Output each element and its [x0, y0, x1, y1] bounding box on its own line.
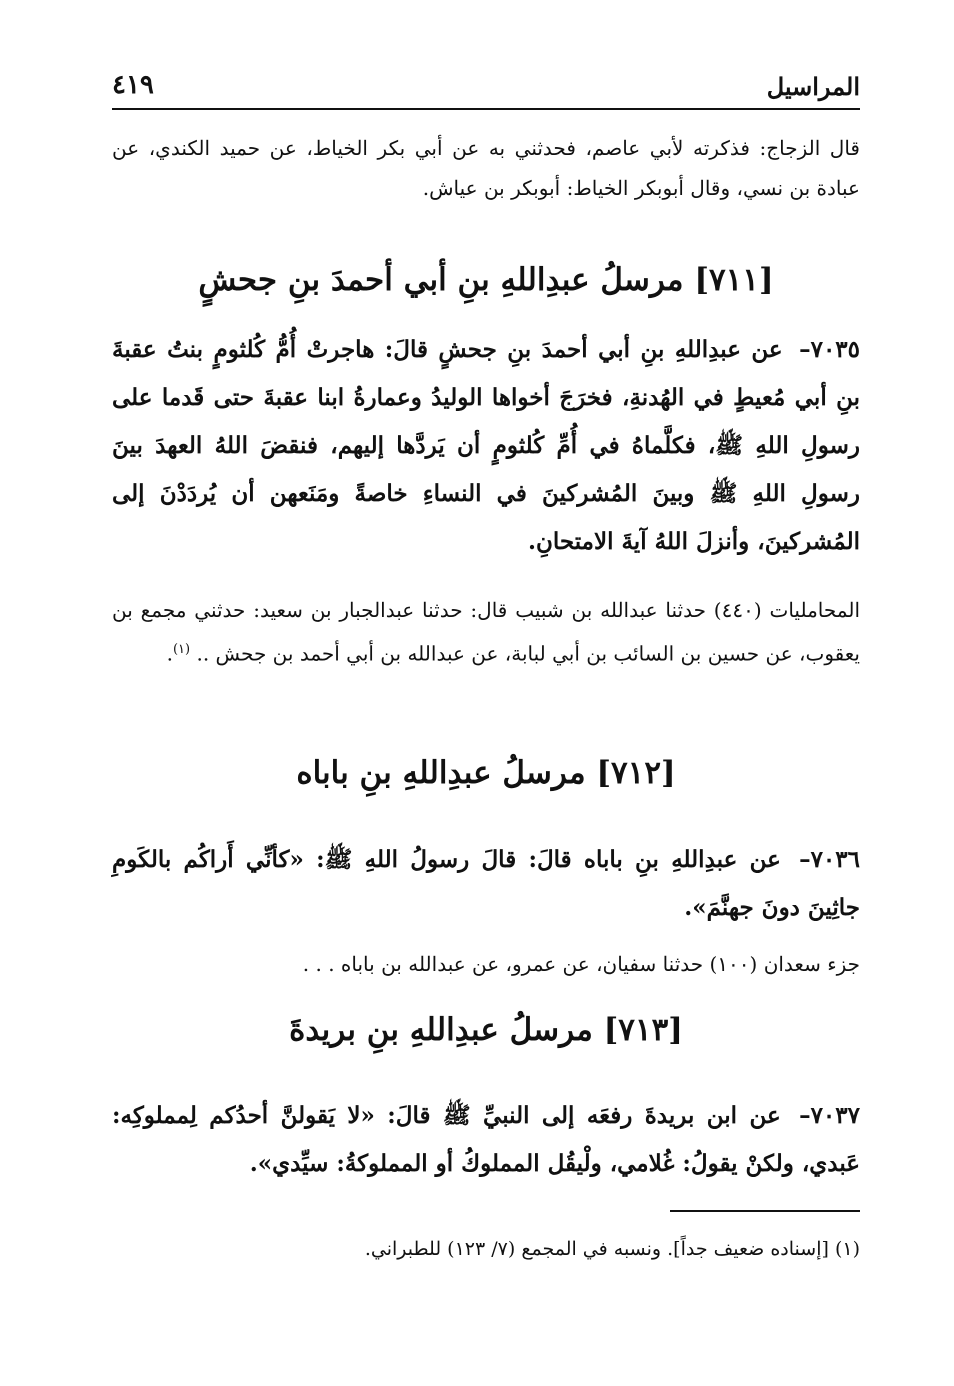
hadith-number: ٧٠٣٧– — [799, 1102, 860, 1129]
hadith-7035 — [112, 326, 860, 566]
running-title: المراسيل — [766, 72, 860, 101]
hadith-7036 — [112, 836, 860, 932]
footnote: (١) [إسناده ضعيف جداً]. ونسبه في المجمع (٧/ ١٢٣) للطبراني. — [364, 1238, 860, 1260]
footnote-reference[interactable]: (١) — [172, 642, 191, 657]
footnote-divider — [670, 1210, 860, 1212]
page-number: ٤١٩ — [112, 70, 154, 100]
source-paragraph-7036: جزء سعدان (١٠٠) حدثنا سفيان، عن عمرو، عن عبدالله بن باباه . . . — [302, 952, 860, 976]
intro-source-paragraph: قال الزجاج: فذكرته لأبي عاصم، فحدثني به عن أبي بكر الخياط، عن حميد الكندي، عن عبادة بن نسي، وقال أبوبكر الخياط: أبوبكر بن عياش. — [112, 136, 860, 200]
section-heading-712: [٧١٢] مرسلُ عبدِاللهِ بنِ باباه — [296, 755, 676, 791]
hadith-number: ٧٠٣٦– — [799, 846, 860, 873]
page-header — [112, 68, 860, 110]
hadith-text: عن عبدِاللهِ بنِ أبي أحمدَ بنِ جحشٍ قالَ: هاجرتْ أُمُّ كُلثومٍ بنتُ عقبةَ بنِ أبي مُعيطٍ في الهُدنةِ، فخرَجَ أخواها الوليدُ وعمارةُ ابنا عقبةَ حتى قَدما على رسولِ اللهِ ﷺ، فكلَّماهُ في أُمِّ كُلثومٍ أن يَردَّها إليهم، فنقضَ اللهُ العهدَ بينَ رسولِ اللهِ ﷺ وبينَ المُشركينَ في النساءِ خاصةً ومَنَعهن أن يُردَدْنَ إلى المُشركينَ، وأنزلَ اللهُ آيةَ الامتحانِ. — [112, 336, 860, 555]
section-heading-713: [٧١٣] مرسلُ عبدِاللهِ بنِ بريدةَ — [289, 1012, 683, 1048]
hadith-7037 — [112, 1092, 860, 1188]
source-text: المحامليات (٤٤٠) حدثنا عبدالله بن شبيب قال: حدثنا عبدالجبار بن سعيد: حدثني مجمع بن يعقوب، عن حسين بن السائب بن أبي لبابة، عن عبدالله بن أبي أحمد بن جحش .. — [112, 598, 861, 666]
hadith-text: عن عبدِاللهِ بنِ باباه قالَ: قالَ رسولُ اللهِ ﷺ: «كأنِّي أَراكُم بالكَومِ جاثِينَ دونَ جهنَّمَ». — [112, 846, 860, 921]
hadith-number: ٧٠٣٥– — [799, 336, 861, 363]
hadith-text: عن ابن بريدةَ رفعَه إلى النبيِّ ﷺ قالَ: «لا يَقولنَّ أحدُكم لِمملوكِه: عَبدي، ولكنْ يقولُ: غُلامي، ولْيقُل المملوكُ أو المملوكةُ: سيِّدي». — [112, 1102, 860, 1177]
section-heading-711: [٧١١] مرسلُ عبدِاللهِ بنِ أبي أحمدَ بنِ جحشٍ — [198, 262, 774, 298]
source-paragraph-7035: المحامليات (٤٤٠) حدثنا عبدالله بن شبيب قال: حدثنا عبدالجبار بن سعيد: حدثني مجمع بن يعقوب، عن حسين بن السائب بن أبي لبابة، عن عبدالله بن أبي أحمد بن جحش .. $^{(١)}$. — [112, 598, 861, 666]
